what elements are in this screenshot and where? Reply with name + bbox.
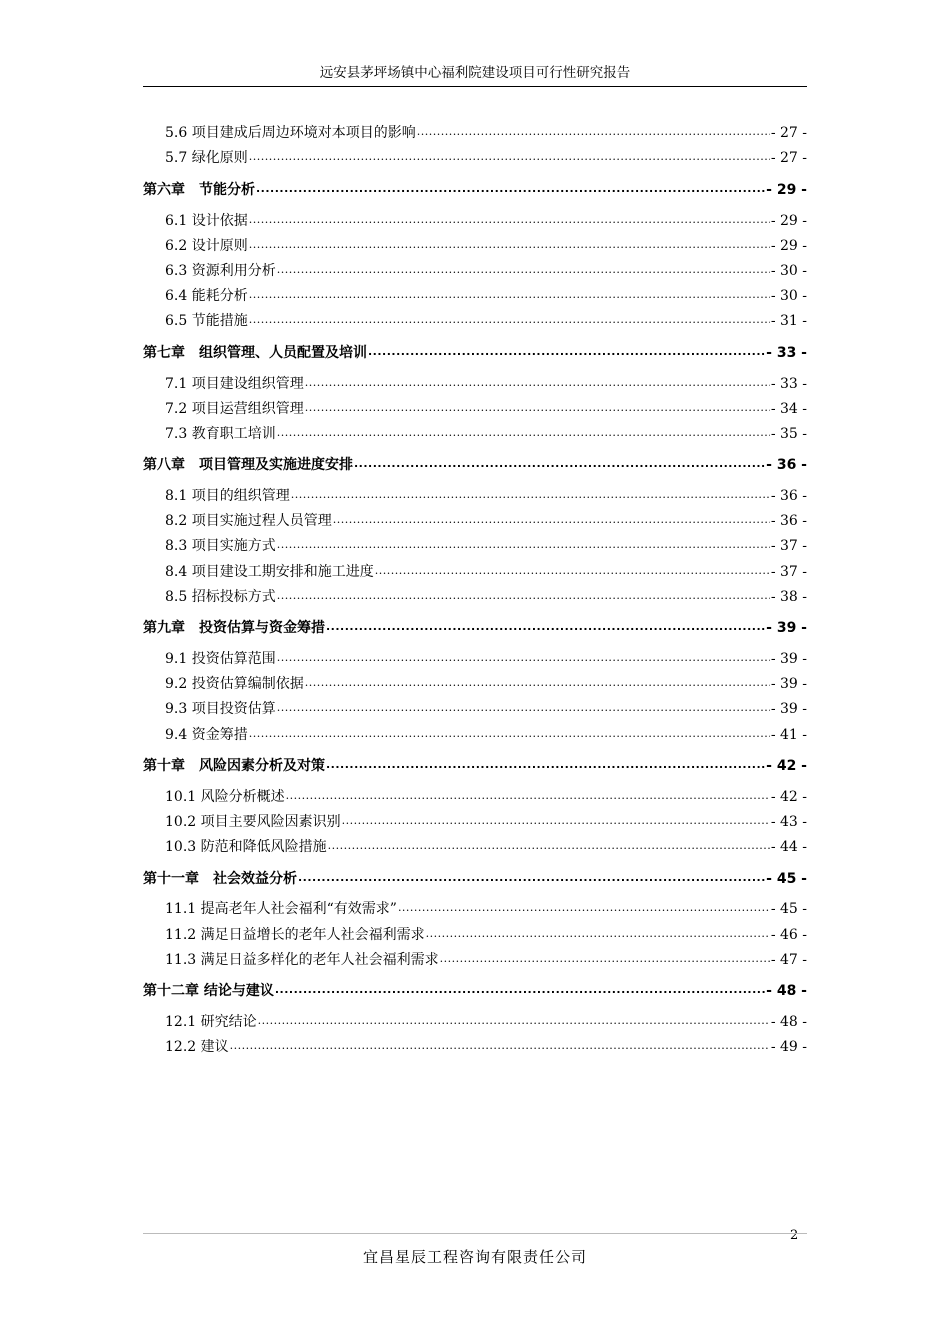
toc-dot-leader bbox=[277, 262, 770, 280]
toc-entry-page: - 39 - bbox=[770, 651, 807, 667]
toc-entry-label: 9.4 资金筹措 bbox=[165, 726, 248, 743]
toc-section-entry[interactable] bbox=[143, 530, 807, 555]
toc-dot-leader bbox=[328, 838, 770, 856]
toc-dot-leader bbox=[249, 726, 770, 744]
page-footer bbox=[143, 1246, 807, 1267]
toc-entry-page: - 29 - bbox=[766, 181, 807, 198]
toc-entry-label: 8.2 项目实施过程人员管理 bbox=[165, 513, 332, 530]
toc-entry-page: - 39 - bbox=[766, 620, 807, 637]
toc-chapter-entry[interactable] bbox=[143, 862, 807, 888]
toc-entry-page: - 29 - bbox=[770, 212, 807, 229]
toc-section-entry[interactable] bbox=[143, 718, 807, 743]
header-title: 远安县茅坪场镇中心福利院建设项目可行性研究报告 bbox=[319, 65, 631, 81]
toc-dot-leader bbox=[258, 1013, 770, 1031]
table-of-contents bbox=[143, 117, 807, 1056]
footer-company: 宜昌星辰工程咨询有限责任公司 bbox=[362, 1248, 587, 1266]
toc-entry-page: - 37 - bbox=[770, 538, 807, 555]
toc-entry-page: - 48 - bbox=[766, 983, 807, 1000]
toc-chapter-entry[interactable] bbox=[143, 173, 807, 199]
toc-entry-label: 7.3 教育职工培训 bbox=[165, 425, 276, 442]
toc-entry-page: - 42 - bbox=[770, 788, 807, 805]
toc-entry-page: - 49 - bbox=[770, 1039, 807, 1056]
toc-dot-leader bbox=[249, 237, 770, 255]
toc-dot-leader bbox=[305, 375, 770, 393]
toc-entry-label: 9.1 投资估算范围 bbox=[165, 651, 276, 667]
toc-dot-leader bbox=[230, 1038, 770, 1056]
toc-dot-leader bbox=[368, 344, 765, 362]
toc-dot-leader bbox=[398, 900, 770, 918]
toc-dot-leader bbox=[277, 537, 770, 555]
toc-dot-leader bbox=[326, 619, 765, 637]
toc-dot-leader bbox=[249, 212, 770, 230]
toc-section-entry[interactable] bbox=[143, 1006, 807, 1031]
toc-dot-leader bbox=[305, 675, 770, 693]
toc-dot-leader bbox=[277, 700, 770, 718]
toc-section-entry[interactable] bbox=[143, 806, 807, 831]
toc-section-entry[interactable] bbox=[143, 117, 807, 142]
toc-section-entry[interactable] bbox=[143, 1031, 807, 1056]
toc-entry-page: - 27 - bbox=[770, 150, 807, 167]
toc-entry-label: 7.2 项目运营组织管理 bbox=[165, 400, 304, 417]
toc-entry-page: - 39 - bbox=[770, 676, 807, 693]
toc-entry-label: 8.3 项目实施方式 bbox=[165, 538, 276, 555]
toc-entry-page: - 30 - bbox=[770, 288, 807, 305]
toc-section-entry[interactable] bbox=[143, 280, 807, 305]
toc-entry-label: 11.1 提高老年人社会福利“有效需求” bbox=[165, 901, 397, 918]
toc-entry-page: - 36 - bbox=[770, 513, 807, 530]
toc-entry-label: 第十章 风险因素分析及对策 bbox=[143, 758, 325, 775]
toc-dot-leader bbox=[375, 563, 770, 581]
toc-entry-label: 6.1 设计依据 bbox=[165, 212, 248, 229]
toc-dot-leader bbox=[417, 124, 770, 142]
toc-entry-label: 11.2 满足日益增长的老年人社会福利需求 bbox=[165, 926, 425, 943]
toc-entry-page: - 47 - bbox=[770, 951, 807, 968]
toc-section-entry[interactable] bbox=[143, 480, 807, 505]
toc-entry-label: 8.5 招标投标方式 bbox=[165, 588, 276, 605]
toc-entry-label: 第六章 节能分析 bbox=[143, 181, 255, 198]
toc-section-entry[interactable] bbox=[143, 230, 807, 255]
toc-entry-label: 5.6 项目建成后周边环境对本项目的影响 bbox=[165, 125, 416, 142]
toc-entry-page: - 30 - bbox=[770, 262, 807, 279]
toc-dot-leader bbox=[249, 287, 770, 305]
toc-section-entry[interactable] bbox=[143, 255, 807, 280]
toc-dot-leader bbox=[291, 487, 770, 505]
toc-section-entry[interactable] bbox=[143, 668, 807, 693]
toc-entry-label: 10.1 风险分析概述 bbox=[165, 788, 285, 805]
toc-chapter-entry[interactable] bbox=[143, 336, 807, 362]
toc-entry-page: - 45 - bbox=[766, 870, 807, 887]
toc-section-entry[interactable] bbox=[143, 393, 807, 418]
toc-entry-page: - 46 - bbox=[770, 926, 807, 943]
toc-dot-leader bbox=[256, 181, 765, 199]
toc-section-entry[interactable] bbox=[143, 142, 807, 167]
toc-entry-page: - 48 - bbox=[770, 1013, 807, 1030]
toc-entry-label: 第十一章 社会效益分析 bbox=[143, 870, 297, 887]
toc-section-entry[interactable] bbox=[143, 555, 807, 580]
toc-entry-label: 第九章 投资估算与资金筹措 bbox=[143, 620, 325, 637]
toc-entry-label: 第八章 项目管理及实施进度安排 bbox=[143, 457, 353, 474]
toc-section-entry[interactable] bbox=[143, 418, 807, 443]
toc-entry-page: - 38 - bbox=[770, 588, 807, 605]
toc-entry-label: 第七章 组织管理、人员配置及培训 bbox=[143, 344, 367, 361]
footer-divider bbox=[143, 1233, 807, 1234]
toc-entry-page: - 45 - bbox=[770, 901, 807, 918]
toc-entry-label: 8.4 项目建设工期安排和施工进度 bbox=[165, 563, 374, 580]
toc-dot-leader bbox=[440, 951, 770, 969]
toc-entry-label: 6.2 设计原则 bbox=[165, 237, 248, 254]
toc-entry-label: 12.2 建议 bbox=[165, 1039, 229, 1056]
toc-entry-label: 6.3 资源利用分析 bbox=[165, 262, 276, 279]
toc-dot-leader bbox=[277, 588, 770, 606]
toc-entry-page: - 36 - bbox=[766, 457, 807, 474]
toc-section-entry[interactable] bbox=[143, 831, 807, 856]
toc-dot-leader bbox=[277, 650, 770, 668]
toc-entry-label: 12.1 研究结论 bbox=[165, 1013, 257, 1030]
toc-entry-page: - 29 - bbox=[770, 237, 807, 254]
toc-dot-leader bbox=[326, 757, 765, 775]
toc-entry-label: 6.4 能耗分析 bbox=[165, 288, 248, 305]
toc-section-entry[interactable] bbox=[143, 505, 807, 530]
toc-dot-leader bbox=[275, 982, 765, 1000]
page-header bbox=[143, 64, 807, 87]
toc-chapter-entry[interactable] bbox=[143, 974, 807, 1000]
toc-dot-leader bbox=[305, 400, 770, 418]
toc-dot-leader bbox=[298, 870, 765, 888]
toc-entry-page: - 27 - bbox=[770, 125, 807, 142]
toc-entry-label: 10.3 防范和降低风险措施 bbox=[165, 839, 327, 856]
toc-entry-label: 9.2 投资估算编制依据 bbox=[165, 676, 304, 693]
toc-entry-page: - 33 - bbox=[766, 344, 807, 361]
toc-dot-leader bbox=[426, 926, 770, 944]
toc-section-entry[interactable] bbox=[143, 918, 807, 943]
toc-dot-leader bbox=[249, 312, 770, 330]
toc-entry-page: - 33 - bbox=[770, 375, 807, 392]
toc-entry-page: - 34 - bbox=[770, 400, 807, 417]
toc-entry-label: 10.2 项目主要风险因素识别 bbox=[165, 813, 341, 830]
toc-entry-page: - 31 - bbox=[770, 313, 807, 330]
toc-dot-leader bbox=[354, 456, 765, 474]
toc-entry-page: - 43 - bbox=[770, 813, 807, 830]
toc-dot-leader bbox=[333, 512, 770, 530]
toc-chapter-entry[interactable] bbox=[143, 749, 807, 775]
toc-entry-label: 9.3 项目投资估算 bbox=[165, 701, 276, 718]
toc-entry-label: 第十二章 结论与建议 bbox=[143, 983, 274, 1000]
toc-entry-page: - 42 - bbox=[766, 758, 807, 775]
toc-chapter-entry[interactable] bbox=[143, 448, 807, 474]
toc-entry-page: - 36 - bbox=[770, 488, 807, 505]
toc-entry-label: 7.1 项目建设组织管理 bbox=[165, 375, 304, 392]
toc-section-entry[interactable] bbox=[143, 204, 807, 229]
toc-entry-page: - 37 - bbox=[770, 563, 807, 580]
toc-section-entry[interactable] bbox=[143, 944, 807, 969]
toc-entry-page: - 39 - bbox=[770, 701, 807, 718]
toc-entry-label: 5.7 绿化原则 bbox=[165, 150, 248, 167]
toc-section-entry[interactable] bbox=[143, 893, 807, 918]
toc-section-entry[interactable] bbox=[143, 781, 807, 806]
toc-entry-page: - 35 - bbox=[770, 425, 807, 442]
toc-entry-label: 6.5 节能措施 bbox=[165, 313, 248, 330]
toc-section-entry[interactable] bbox=[143, 643, 807, 668]
toc-entry-label: 8.1 项目的组织管理 bbox=[165, 488, 290, 505]
toc-entry-page: - 44 - bbox=[770, 839, 807, 856]
toc-chapter-entry[interactable] bbox=[143, 611, 807, 637]
toc-dot-leader bbox=[277, 425, 770, 443]
toc-section-entry[interactable] bbox=[143, 367, 807, 392]
toc-entry-page: - 41 - bbox=[770, 726, 807, 743]
toc-section-entry[interactable] bbox=[143, 581, 807, 606]
page-number: 2 bbox=[790, 1228, 799, 1243]
toc-section-entry[interactable] bbox=[143, 693, 807, 718]
toc-dot-leader bbox=[286, 788, 770, 806]
toc-section-entry[interactable] bbox=[143, 305, 807, 330]
toc-dot-leader bbox=[249, 149, 770, 167]
toc-dot-leader bbox=[342, 813, 770, 831]
toc-entry-label: 11.3 满足日益多样化的老年人社会福利需求 bbox=[165, 951, 439, 968]
